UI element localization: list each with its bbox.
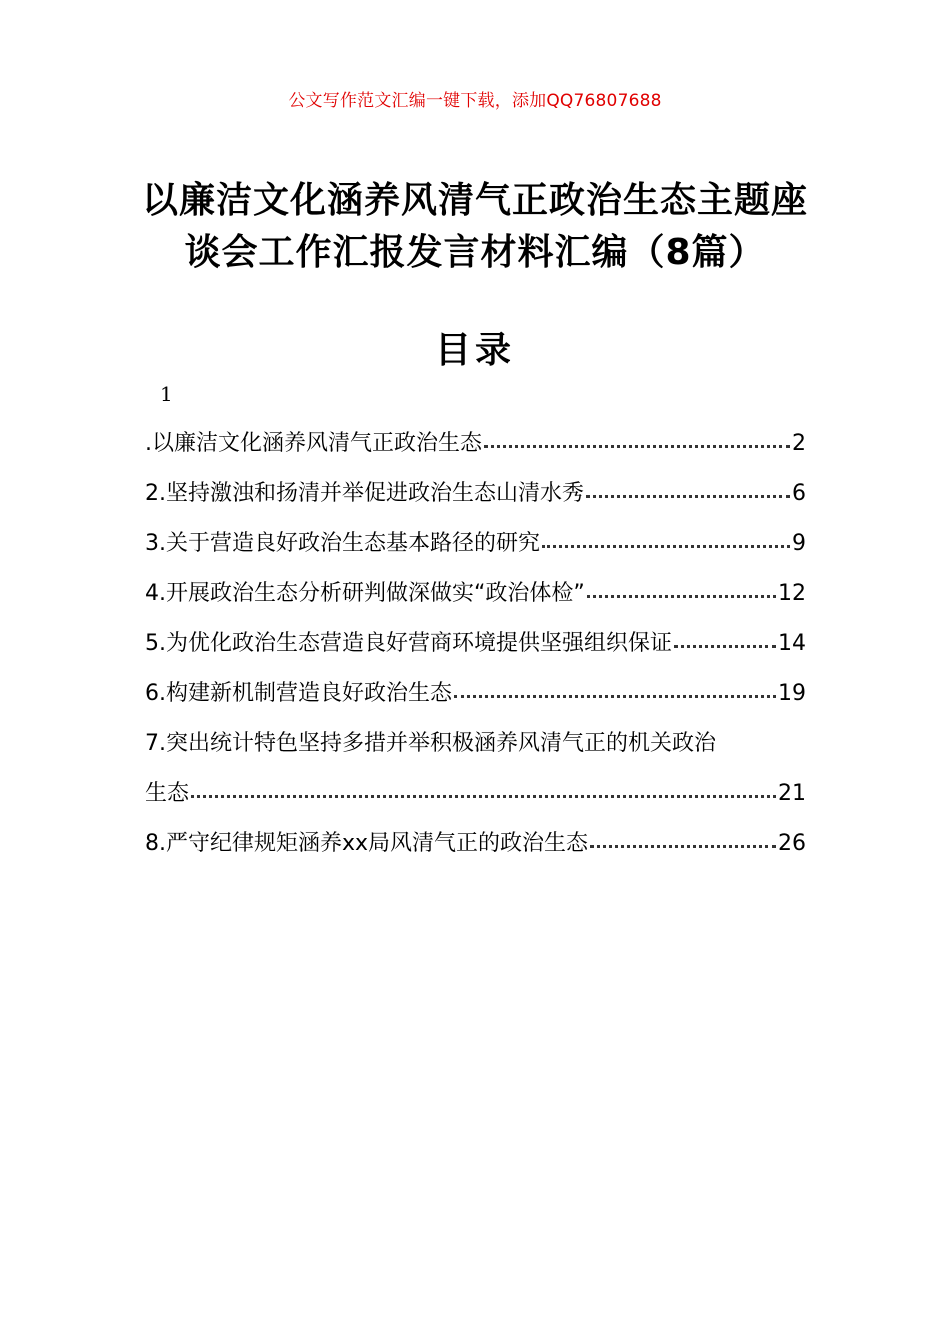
document-title-line-2: 谈会工作汇报发言材料汇编（8篇） bbox=[184, 232, 766, 273]
dot-leader bbox=[586, 489, 790, 498]
toc-entry-page: 19 bbox=[778, 681, 806, 706]
toc-entry-text: 生态 bbox=[145, 781, 190, 806]
dot-leader bbox=[674, 639, 776, 648]
dot-leader bbox=[454, 689, 776, 698]
document-title-line-1: 以廉洁文化涵养风清气正政治生态主题座 bbox=[141, 180, 808, 221]
toc-entry-page: 14 bbox=[778, 631, 806, 656]
toc-entry-text: 4.开展政治生态分析研判做深做实“政治体检” bbox=[145, 581, 585, 606]
dot-leader bbox=[191, 789, 776, 798]
toc-entry[interactable] bbox=[145, 474, 806, 524]
toc-entry-page: 2 bbox=[792, 431, 806, 456]
toc-entry-continuation[interactable] bbox=[145, 774, 806, 824]
dot-leader bbox=[484, 439, 790, 448]
toc-entry-page: 26 bbox=[778, 831, 806, 856]
toc-entry-text: 5.为优化政治生态营造良好营商环境提供坚强组织保证 bbox=[145, 631, 672, 656]
stray-number: 1 bbox=[160, 382, 173, 406]
toc-entry-page: 9 bbox=[792, 531, 806, 556]
toc-entry-text: 7.突出统计特色坚持多措并举积极涵养风清气正的机关政治 bbox=[145, 731, 716, 756]
toc-entry[interactable] bbox=[145, 824, 806, 874]
dot-leader bbox=[590, 839, 776, 848]
toc-entry-first-line[interactable] bbox=[145, 724, 806, 774]
promo-banner: 公文写作范文汇编一键下载，添加QQ76807688 bbox=[288, 91, 662, 111]
toc-entry-text: 3.关于营造良好政治生态基本路径的研究 bbox=[145, 531, 540, 556]
toc-entry-text: 6.构建新机制营造良好政治生态 bbox=[145, 681, 452, 706]
toc-entry-text: .以廉洁文化涵养风清气正政治生态 bbox=[145, 431, 482, 456]
toc-entry-page: 12 bbox=[778, 581, 806, 606]
dot-leader bbox=[587, 589, 776, 598]
toc-entry-text: 8.严守纪律规矩涵养xx局风清气正的政治生态 bbox=[145, 831, 589, 856]
toc-entry[interactable] bbox=[145, 624, 806, 674]
toc-entry[interactable] bbox=[145, 524, 806, 574]
table-of-contents bbox=[145, 424, 806, 874]
toc-entry-page: 6 bbox=[792, 481, 806, 506]
toc-heading: 目录 bbox=[434, 330, 515, 371]
dot-leader bbox=[542, 539, 790, 548]
toc-entry[interactable] bbox=[145, 674, 806, 724]
toc-entry-page: 21 bbox=[778, 781, 806, 806]
toc-entry[interactable] bbox=[145, 574, 806, 624]
toc-entry-text: 2.坚持激浊和扬清并举促进政治生态山清水秀 bbox=[145, 481, 584, 506]
toc-entry[interactable] bbox=[145, 424, 806, 474]
